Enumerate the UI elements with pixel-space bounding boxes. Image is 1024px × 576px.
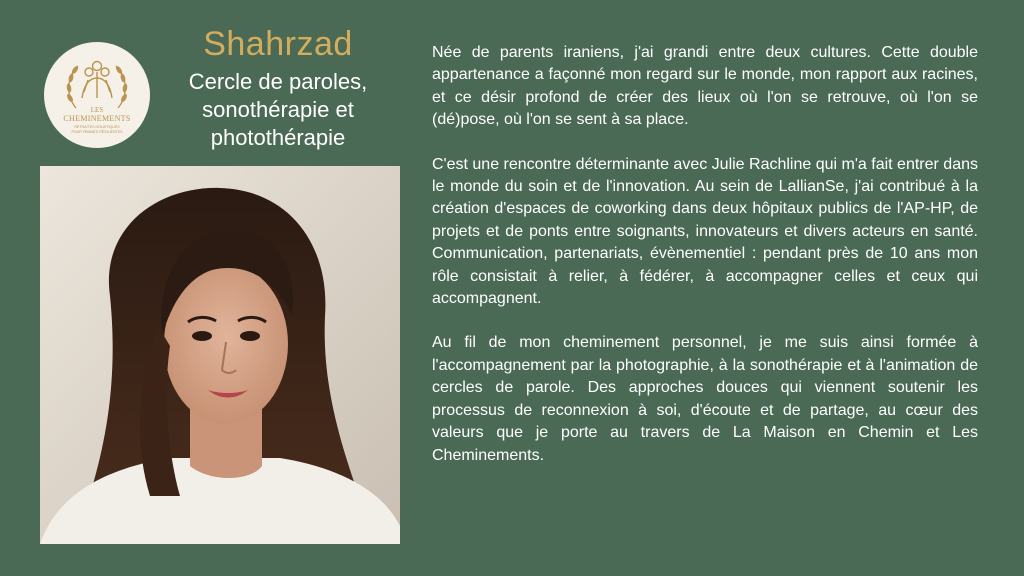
bio-paragraph: C'est une rencontre déterminante avec Julie Rachline qui m'a fait entrer dans le monde du soin et de l'innovation. Au sein de LallianSe, j'ai contribué à la création d'espaces de coworking dans deux hôpitaux publics de l'AP-HP, de projets et de ponts entre soignants, innovateurs et divers acteurs en santé. Communication, partenariats, évènementiel : pendant près de 10 ans mon rôle consistait à relier, à fédérer, à accompagner celles et ceux qui accompagnent. [432,155,978,308]
logo-text-tagline-1: RETRAITES HOLISTIQUES [74,125,120,129]
person-name: Shahrzad [203,25,353,63]
les-cheminements-logo [44,42,150,148]
biography [432,42,978,467]
logo-text-tagline-2: POUR FEMMES RÉSILIENTES [71,130,123,134]
logo-text-les: LES [90,106,104,114]
person-role [160,68,396,152]
logo-text-brand: CHEMINEMENTS [63,114,131,123]
portrait-photo [40,166,400,544]
bio-paragraph: Au fil de mon cheminement personnel, je me suis ainsi formée à l'accompagnement par la photographie, à la sonothérapie et à l'animation de cercles de parole. Des approches douces qui viennent soutenir les processus de reconnexion à soi, d'écoute et de partage, au cœur des valeurs que je porte au travers de La Maison en Chemin et Les Cheminements. [432,334,978,464]
role-line: sonothérapie et [202,97,354,122]
bio-paragraph: Née de parents iraniens, j'ai grandi entre deux cultures. Cette double appartenance a façonné mon regard sur le monde, mon rapport aux racines, et ce désir profond de créer des lieux où l'on se retrouve, où l'on se (dé)pose, où l'on se sent à sa place. [432,44,978,129]
role-line: photothérapie [210,125,346,150]
role-line: Cercle de paroles, [188,69,368,94]
